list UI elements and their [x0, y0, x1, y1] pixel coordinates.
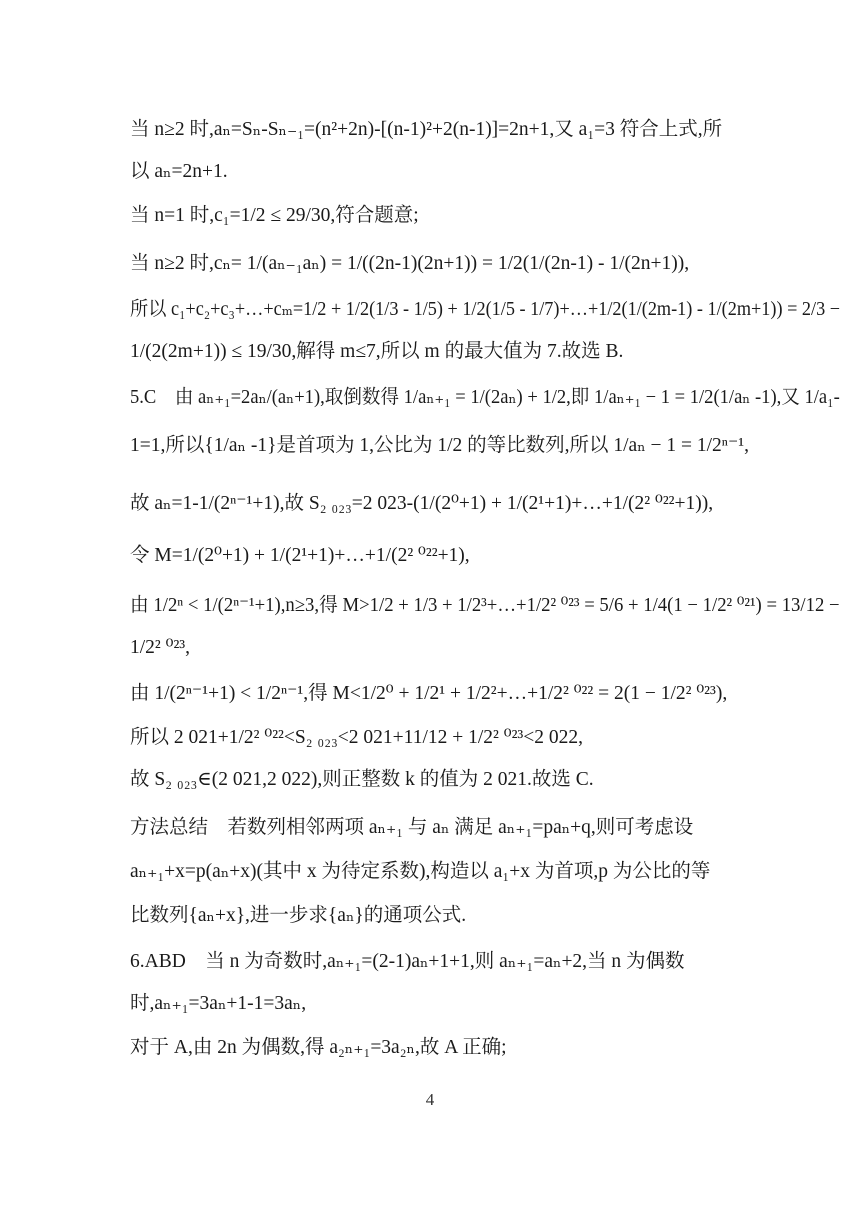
text-line: 以 aₙ=2n+1. [130, 161, 228, 182]
text-line: 当 n=1 时,c₁=1/2 ≤ 29/30,符合题意; [130, 205, 419, 226]
text-line: 所以 2 021+1/2² ⁰²²<S₂ ₀₂₃<2 021+11/12 + 1/2² ⁰²³<2 022, [130, 727, 584, 748]
text-line: 故 S₂ ₀₂₃∈(2 021,2 022),则正整数 k 的值为 2 021.故选 C. [130, 769, 594, 790]
text-line: 6.ABD 当 n 为奇数时,aₙ₊₁=(2-1)aₙ+1+1,则 aₙ₊₁=aₙ+2,当 n 为偶数 [130, 951, 685, 972]
text-line: 1=1,所以{1/aₙ -1}是首项为 1,公比为 1/2 的等比数列,所以 1/aₙ − 1 = 1/2ⁿ⁻¹, [130, 435, 749, 456]
text-line: 由 1/(2ⁿ⁻¹+1) < 1/2ⁿ⁻¹,得 M<1/2⁰ + 1/2¹ + 1/2²+…+1/2² ⁰²² = 2(1 − 1/2² ⁰²³), [130, 683, 728, 704]
text-line: 所以 c₁+c₂+c₃+…+cₘ=1/2 + 1/2(1/3 - 1/5) + 1/2(1/5 - 1/7)+…+1/2(1/(2m-1) - 1/(2m+1)) = 2/3 − [130, 299, 841, 320]
text-line: 令 M=1/(2⁰+1) + 1/(2¹+1)+…+1/(2² ⁰²²+1), [130, 545, 470, 566]
text-line: 当 n≥2 时,cₙ= 1/(aₙ₋₁aₙ) = 1/((2n-1)(2n+1)) = 1/2(1/(2n-1) - 1/(2n+1)), [130, 253, 690, 274]
text-line: aₙ₊₁+x=p(aₙ+x)(其中 x 为待定系数),构造以 a₁+x 为首项,p 为公比的等 [130, 861, 711, 882]
text-line: 当 n≥2 时,aₙ=Sₙ-Sₙ₋₁=(n²+2n)-[(n-1)²+2(n-1)]=2n+1,又 a₁=3 符合上式,所 [130, 119, 723, 140]
text-line: 时,aₙ₊₁=3aₙ+1-1=3aₙ, [130, 993, 307, 1014]
text-line: 1/(2(2m+1)) ≤ 19/30,解得 m≤7,所以 m 的最大值为 7.故选 B. [130, 341, 624, 362]
text-line: 故 aₙ=1-1/(2ⁿ⁻¹+1),故 S₂ ₀₂₃=2 023-(1/(2⁰+1) + 1/(2¹+1)+…+1/(2² ⁰²²+1)), [130, 493, 714, 514]
text-line: 对于 A,由 2n 为偶数,得 a₂ₙ₊₁=3a₂ₙ,故 A 正确; [130, 1037, 507, 1058]
text-line: 1/2² ⁰²³, [130, 637, 191, 658]
method-summary-line: 方法总结 若数列相邻两项 aₙ₊₁ 与 aₙ 满足 aₙ₊₁=paₙ+q,则可考虑设 [130, 817, 694, 838]
page-number: 4 [425, 1090, 435, 1109]
text-line: 由 1/2ⁿ < 1/(2ⁿ⁻¹+1),n≥3,得 M>1/2 + 1/3 + 1/2³+…+1/2² ⁰²³ = 5/6 + 1/4(1 − 1/2² ⁰²¹) = 13/12 − [130, 595, 840, 616]
text-line: 比数列{aₙ+x},进一步求{aₙ}的通项公式. [130, 905, 467, 926]
text-line: 5.C 由 aₙ₊₁=2aₙ/(aₙ+1),取倒数得 1/aₙ₊₁ = 1/(2aₙ) + 1/2,即 1/aₙ₊₁ − 1 = 1/2(1/aₙ -1),又 1/a₁- [130, 387, 840, 408]
